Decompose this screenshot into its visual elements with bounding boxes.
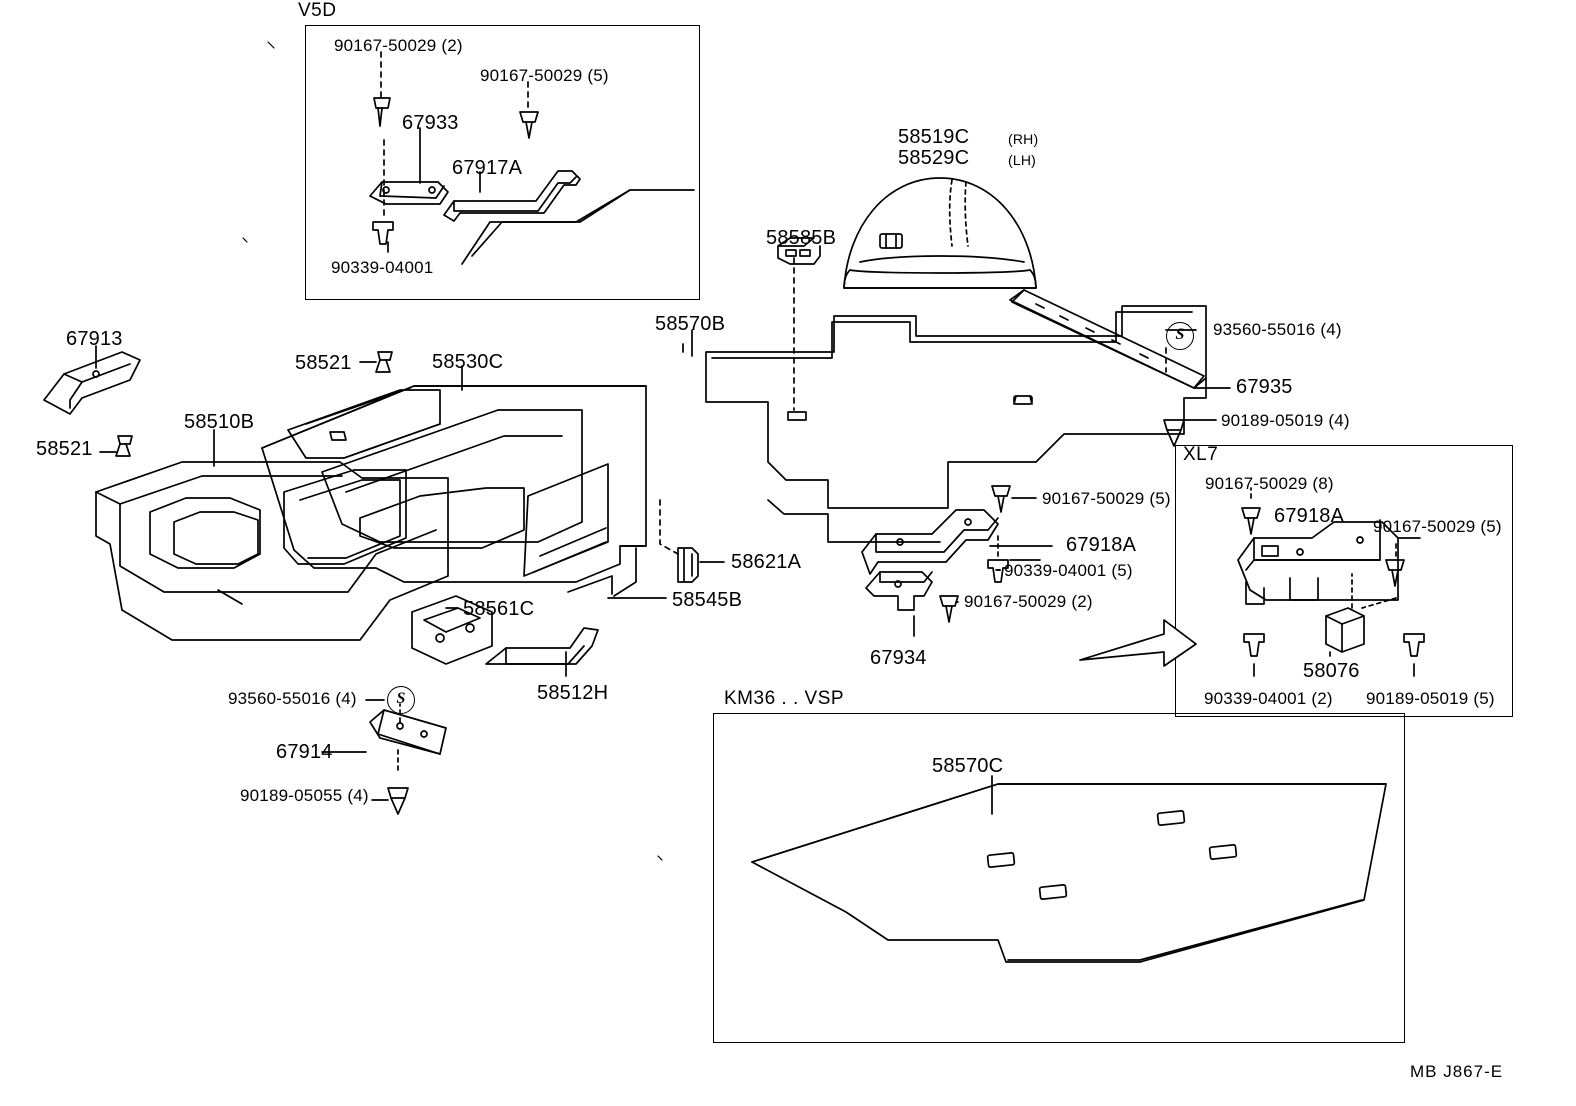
part-label-58512H: 58512H	[537, 682, 609, 704]
art-clip-90189-05055	[388, 788, 408, 814]
part-label-58530C: 58530C	[432, 351, 504, 373]
part-label-90339-04001-b: 90339-04001 (5)	[1004, 561, 1133, 580]
art-bolt-67918A-top	[992, 486, 1010, 512]
part-label-58521-a: 58521	[295, 352, 352, 374]
part-label-67913: 67913	[66, 328, 123, 350]
art-clip-58521-b	[116, 436, 132, 456]
art-clip-90189-05019-a	[1164, 420, 1184, 446]
part-label-58076: 58076	[1303, 660, 1360, 682]
part-label-90189-05019-b: 90189-05019 (5)	[1366, 689, 1495, 708]
part-label-90167-50029-xl7-5: 90167-50029 (5)	[1373, 517, 1502, 536]
art-part-58545B	[524, 464, 608, 576]
art-part-67913	[44, 352, 140, 414]
part-label-67918A: 67918A	[1066, 534, 1137, 556]
part-label-58519C: 58519C	[898, 126, 970, 148]
part-label-67914: 67914	[276, 741, 333, 763]
art-part-58519C	[844, 178, 1036, 288]
part-label-58570B: 58570B	[655, 313, 726, 335]
part-label-90167-50029-c: 90167-50029 (5)	[1042, 489, 1171, 508]
screw-marker-icon-a: S	[1166, 322, 1194, 350]
group-frame-km36	[713, 713, 1405, 1043]
part-label-90189-05055: 90189-05055 (4)	[240, 786, 369, 805]
part-label-58529C-side: (LH)	[1008, 152, 1037, 168]
art-part-58512H	[486, 628, 598, 664]
art-part-58530C	[262, 386, 646, 596]
diagram-footer-code: MB J867-E	[1410, 1062, 1504, 1081]
part-label-90189-05019-a: 90189-05019 (4)	[1221, 411, 1350, 430]
part-label-90339-04001-a: 90339-04001	[331, 258, 434, 277]
screw-marker-icon-b: S	[387, 686, 415, 714]
part-label-58510B: 58510B	[184, 411, 255, 433]
part-label-67934: 67934	[870, 647, 927, 669]
part-label-67935: 67935	[1236, 376, 1293, 398]
art-part-58510B	[96, 462, 448, 640]
part-label-67917A: 67917A	[452, 157, 523, 179]
part-label-58521-b: 58521	[36, 438, 93, 460]
part-label-90167-50029-b: 90167-50029 (5)	[480, 66, 609, 85]
part-label-93560-55016-b: 93560-55016 (4)	[228, 689, 357, 708]
part-label-58529C: 58529C	[898, 147, 970, 169]
art-part-58621A	[678, 548, 698, 582]
group-label-v5d: V5D	[298, 0, 337, 21]
art-part-67914	[370, 704, 446, 772]
part-label-58621A: 58621A	[731, 551, 802, 573]
art-bolt-90167-50029-2	[940, 596, 958, 622]
art-clip-58521-a	[376, 352, 392, 372]
part-label-90167-50029-d: 90167-50029 (2)	[964, 592, 1093, 611]
part-label-67933: 67933	[402, 112, 459, 134]
part-label-90339-04001-c: 90339-04001 (2)	[1204, 689, 1333, 708]
group-label-xl7: XL7	[1183, 444, 1219, 465]
part-label-58561C: 58561C	[463, 598, 535, 620]
art-part-67918A-main	[862, 510, 998, 574]
part-label-67918A-xl7: 67918A	[1274, 505, 1345, 527]
part-label-90167-50029-xl7-8: 90167-50029 (8)	[1205, 474, 1334, 493]
part-label-58570C: 58570C	[932, 755, 1004, 777]
art-part-67934	[866, 572, 932, 610]
group-label-km36: KM36 . . VSP	[724, 688, 845, 709]
part-label-90167-50029-a: 90167-50029 (2)	[334, 36, 463, 55]
part-label-58545B: 58545B	[672, 589, 743, 611]
part-label-58519C-side: (RH)	[1008, 131, 1039, 147]
part-label-58585B: 58585B	[766, 227, 837, 249]
part-label-93560-55016-a: 93560-55016 (4)	[1213, 320, 1342, 339]
